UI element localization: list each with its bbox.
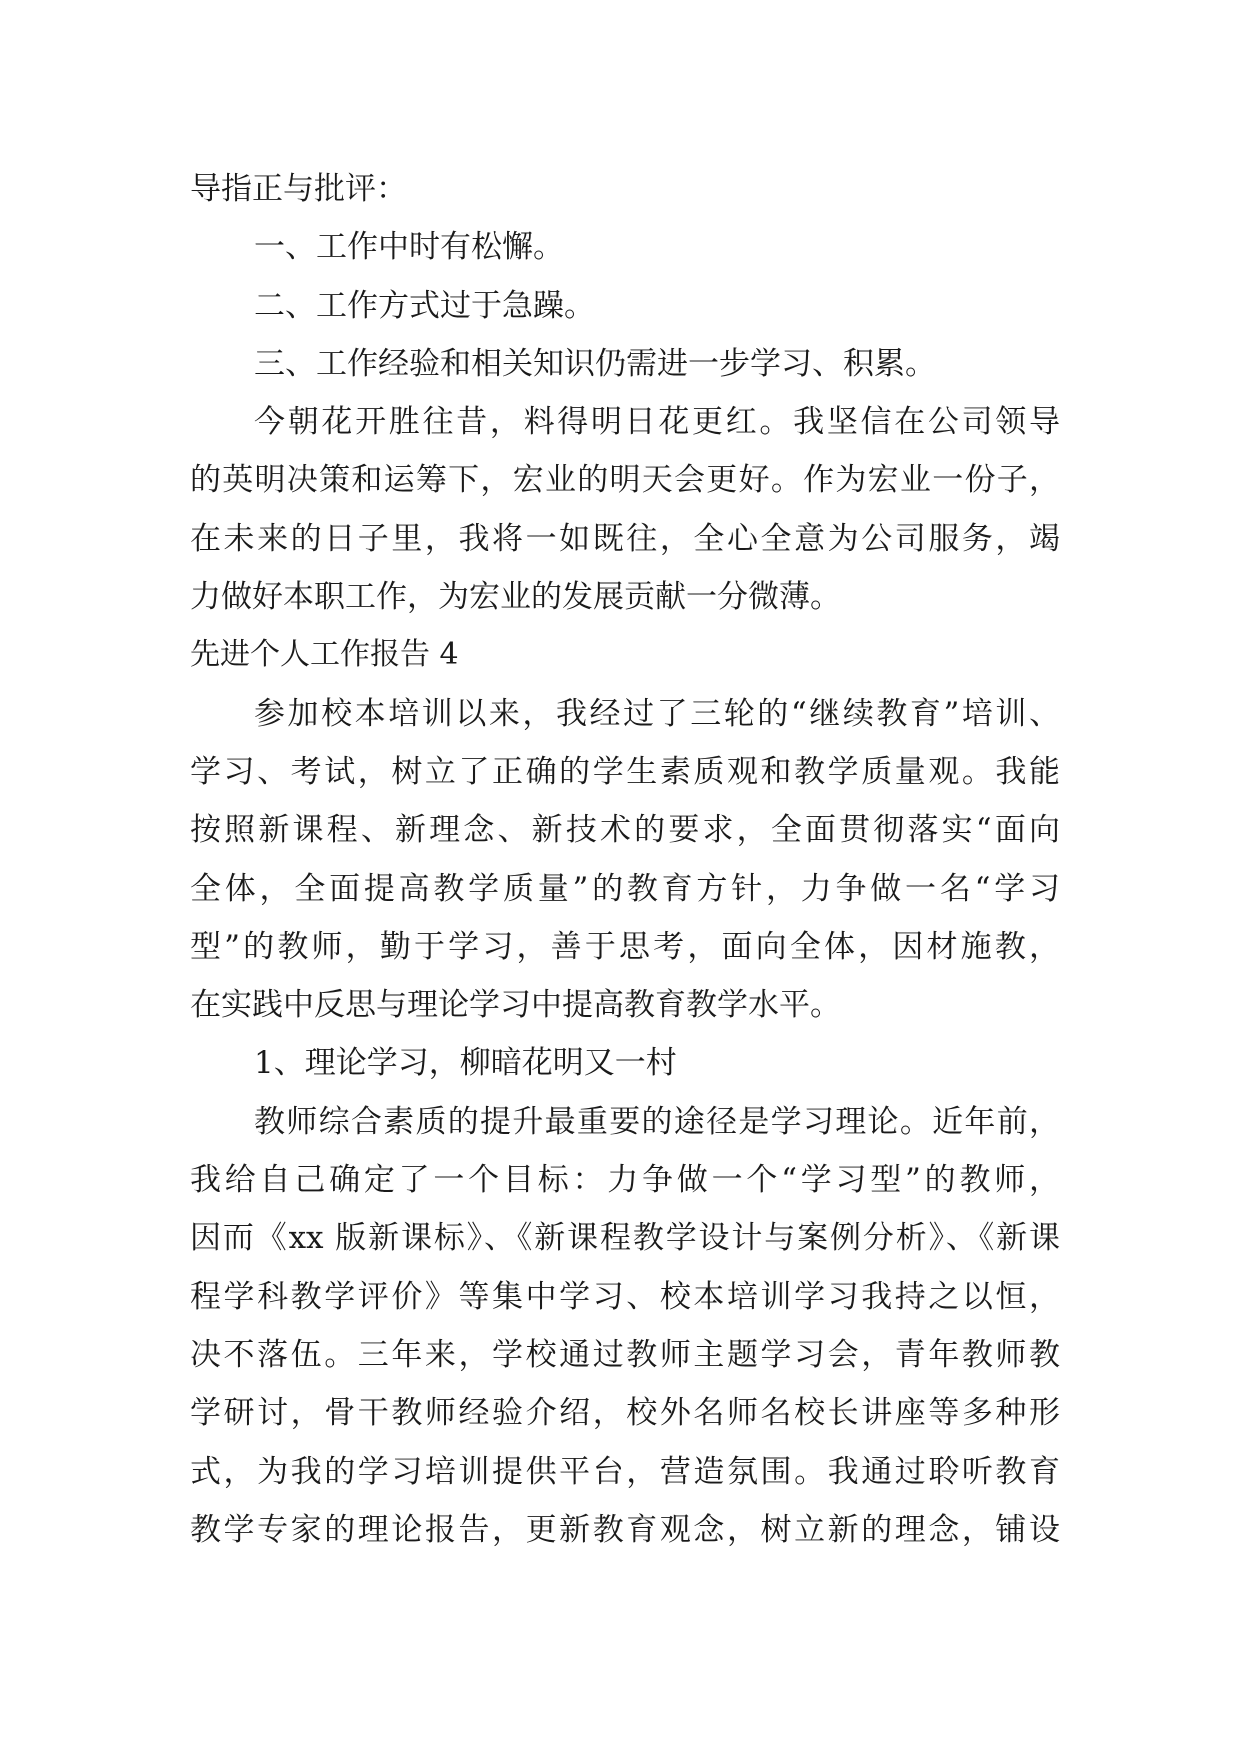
text-line: 学研讨，骨干教师经验介绍，校外名师名校长讲座等多种形 xyxy=(190,1395,1060,1432)
text-line: 今朝花开胜往昔，料得明日花更红。我坚信在公司领导 xyxy=(254,404,1060,441)
text-line: 因而《xx 版新课标》、《新课程教学设计与案例分析》、《新课 xyxy=(190,1220,1060,1257)
text-line: 在未来的日子里，我将一如既往，全心全意为公司服务，竭 xyxy=(190,520,1060,557)
text-line: 式，为我的学习培训提供平台，营造氛围。我通过聆听教育 xyxy=(190,1453,1060,1490)
text-line: 型”的教师，勤于学习，善于思考，面向全体，因材施教， xyxy=(190,928,1060,965)
text-line: 的英明决策和运筹下，宏业的明天会更好。作为宏业一份子， xyxy=(190,462,1060,499)
text-line: 参加校本培训以来，我经过了三轮的“继续教育”培训、 xyxy=(254,695,1060,732)
list-item: 三、工作经验和相关知识仍需进一步学习、积累。 xyxy=(254,345,936,382)
text-line: 学习、考试，树立了正确的学生素质观和教学质量观。我能 xyxy=(190,753,1060,790)
text-line: 我给自己确定了一个目标：力争做一个“学习型”的教师， xyxy=(190,1162,1060,1199)
text-line: 按照新课程、新理念、新技术的要求，全面贯彻落实“面向 xyxy=(190,812,1060,849)
subsection-heading: 1、理论学习，柳暗花明又一村 xyxy=(254,1045,677,1082)
text-line: 全体，全面提高教学质量”的教育方针，力争做一名“学习 xyxy=(190,870,1060,907)
text-line: 力做好本职工作，为宏业的发展贡献一分微薄。 xyxy=(190,579,841,616)
text-line: 教学专家的理论报告，更新教育观念，树立新的理念，铺设 xyxy=(190,1511,1060,1548)
section-heading: 先进个人工作报告 4 xyxy=(190,637,459,673)
text-line: 程学科教学评价》等集中学习、校本培训学习我持之以恒， xyxy=(190,1278,1060,1315)
list-item: 一、工作中时有松懈。 xyxy=(254,229,564,266)
document-body xyxy=(190,160,1060,1559)
text-line: 决不落伍。三年来，学校通过教师主题学习会，青年教师教 xyxy=(190,1336,1060,1373)
text-line: 教师综合素质的提升最重要的途径是学习理论。近年前， xyxy=(254,1103,1060,1140)
text-line: 在实践中反思与理论学习中提高教育教学水平。 xyxy=(190,987,841,1024)
text-line: 导指正与批评： xyxy=(190,171,407,207)
list-item: 二、工作方式过于急躁。 xyxy=(254,287,595,324)
